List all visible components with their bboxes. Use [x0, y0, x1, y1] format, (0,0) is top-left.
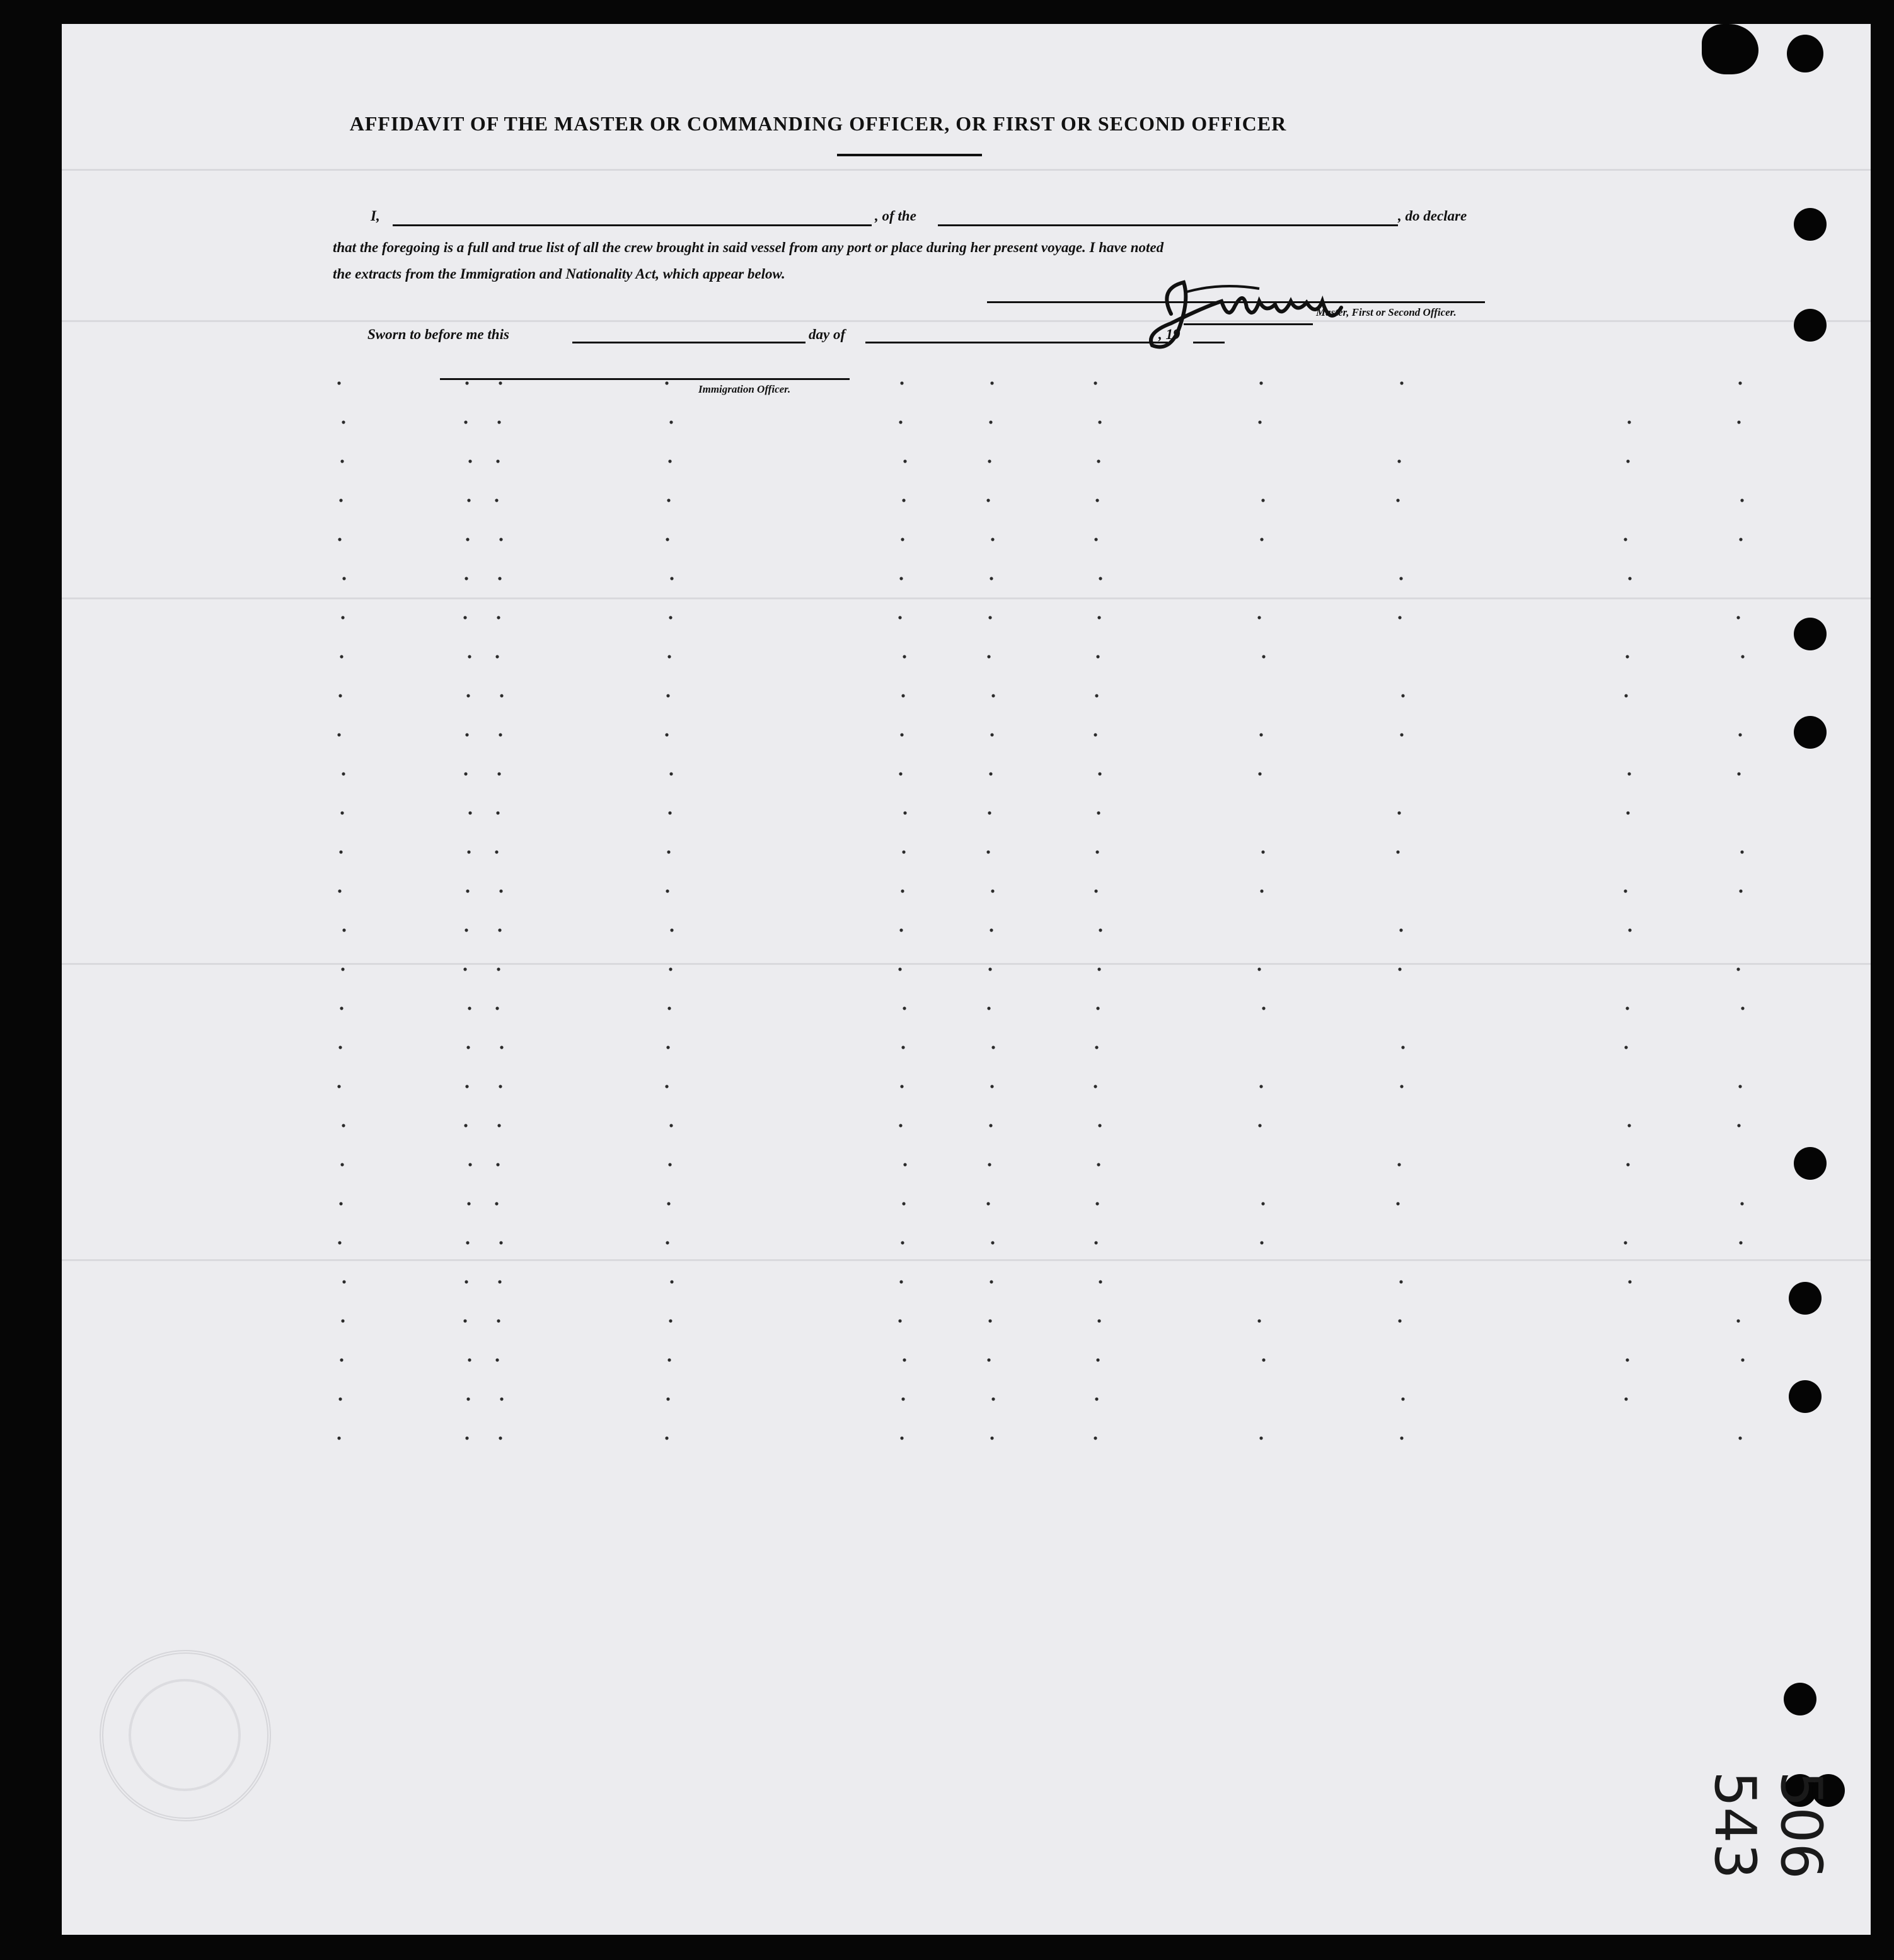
bleed-dot: [901, 694, 904, 697]
faint-seal: [100, 1650, 271, 1821]
bleed-dot: [340, 1358, 343, 1361]
bleed-dot: [1261, 499, 1264, 502]
bleed-dot: [1096, 1358, 1099, 1361]
bleed-dot: [1260, 1241, 1263, 1244]
bleed-dot: [900, 733, 903, 736]
bleed-dot: [988, 1163, 991, 1166]
bleed-dot: [1626, 459, 1629, 463]
bleed-dot: [467, 1202, 470, 1205]
bleed-dot: [1095, 1046, 1098, 1049]
bleed-dot: [340, 459, 344, 463]
declare-suffix: , do declare: [1398, 208, 1467, 224]
bleed-dot: [902, 499, 905, 502]
bleed-dot: [1398, 616, 1401, 619]
bleed-dot: [898, 1319, 901, 1322]
bleed-dot: [500, 1397, 503, 1400]
handwritten-number: 506 543: [1702, 1771, 1834, 1879]
bleed-dot: [1739, 538, 1742, 541]
bleed-dot: [340, 1006, 343, 1010]
bleed-dot: [500, 694, 503, 697]
bleed-dot: [989, 772, 992, 775]
sworn-year-prefix: , 19: [1158, 326, 1181, 342]
bleed-dot: [665, 733, 668, 736]
vessel-prefix: , of the: [875, 208, 916, 224]
bleed-dot: [1094, 733, 1097, 736]
bleed-dot: [466, 1397, 470, 1400]
bleed-dot: [342, 1124, 345, 1127]
bleed-dot: [666, 1241, 669, 1244]
bleed-dot: [667, 1358, 671, 1361]
bleed-dot: [340, 811, 344, 814]
bleed-dot: [466, 538, 469, 541]
bleed-dot: [337, 1436, 340, 1439]
bleed-dot: [666, 1397, 669, 1400]
bleed-dot: [670, 928, 673, 931]
bleed-dot: [337, 1085, 340, 1088]
bleed-dot: [467, 499, 470, 502]
bleed-dot: [337, 733, 340, 736]
punch-hole: [1789, 1282, 1822, 1315]
bleed-dot: [1098, 772, 1101, 775]
bleed-dot: [499, 538, 502, 541]
bleed-dot: [899, 1124, 902, 1127]
bleed-dot: [988, 967, 991, 971]
bleed-dot: [465, 1280, 468, 1283]
bleed-dot: [464, 1124, 467, 1127]
bleed-dot: [1626, 1163, 1629, 1166]
bleed-dot: [901, 1046, 904, 1049]
bleed-dot: [1736, 1319, 1740, 1322]
bleed-dot: [670, 577, 673, 580]
bleed-dot: [902, 1202, 905, 1205]
bleed-dot: [986, 499, 990, 502]
bleed-dot: [1625, 1006, 1629, 1010]
corner-ink-mark: [1702, 24, 1758, 74]
bleed-dot: [341, 1319, 344, 1322]
bleed-dot: [340, 1163, 344, 1166]
bleed-dot: [991, 1046, 995, 1049]
bleed-dot: [465, 928, 468, 931]
bleed-dot: [990, 381, 993, 384]
bleed-dot: [1099, 577, 1102, 580]
bleed-dot: [465, 1436, 468, 1439]
bleed-dot: [496, 459, 499, 463]
bleed-dot: [1261, 1202, 1264, 1205]
bleed-dot: [497, 1124, 500, 1127]
bleed-dot: [1399, 1280, 1402, 1283]
bleed-dot: [901, 889, 904, 892]
bleed-dot: [1400, 1085, 1403, 1088]
bleed-dot: [1737, 1124, 1740, 1127]
bleed-dot: [1097, 459, 1100, 463]
bleed-dot: [1740, 499, 1743, 502]
bleed-dot: [465, 733, 468, 736]
bleed-dot: [1624, 1046, 1627, 1049]
bleed-dot: [1095, 694, 1098, 697]
bleed-dot: [1737, 772, 1740, 775]
bleed-dot: [667, 499, 670, 502]
bleed-dot: [1094, 1241, 1097, 1244]
bleed-dot: [990, 1436, 993, 1439]
bleed-dot: [901, 1241, 904, 1244]
bleed-dot: [497, 772, 500, 775]
bleed-dot: [900, 381, 903, 384]
bleed-dot: [1259, 381, 1262, 384]
bleed-dot: [466, 1241, 469, 1244]
bleed-dot: [1736, 967, 1740, 971]
bleed-dot: [468, 1358, 471, 1361]
bleed-dot: [899, 928, 903, 931]
document-page: [62, 24, 1871, 1935]
punch-hole: [1794, 208, 1827, 241]
bleed-dot: [1627, 1124, 1631, 1127]
bleed-dot: [1400, 1436, 1403, 1439]
bleed-dot: [991, 1397, 995, 1400]
bleed-dot: [499, 1085, 502, 1088]
bleed-dot: [666, 889, 669, 892]
bleed-dot: [988, 1319, 991, 1322]
bleed-dot: [990, 733, 993, 736]
bleed-dot: [1625, 1358, 1629, 1361]
bleed-dot: [466, 1046, 470, 1049]
bleed-dot: [667, 655, 671, 658]
bleed-dot: [665, 1436, 668, 1439]
bleed-dot: [1096, 655, 1099, 658]
bleed-dot: [1627, 420, 1631, 424]
bleed-dot: [1095, 1397, 1098, 1400]
bleed-dot: [990, 928, 993, 931]
bleed-dot: [989, 420, 992, 424]
bleed-dot: [991, 1241, 994, 1244]
bleed-dot: [1401, 1397, 1404, 1400]
bleed-dot: [338, 1397, 342, 1400]
document-title: AFFIDAVIT OF THE MASTER OR COMMANDING OFFICER, OR FIRST OR SECOND OFFICER: [349, 112, 1287, 135]
bleed-dot: [987, 1358, 990, 1361]
bleed-dot: [1259, 1436, 1262, 1439]
bleed-dot: [465, 577, 468, 580]
bleed-dot: [669, 420, 673, 424]
bleed-dot: [899, 772, 902, 775]
bleed-dot: [1097, 967, 1100, 971]
bleed-dot: [342, 1280, 345, 1283]
bleed-dot: [341, 616, 344, 619]
bleed-dot: [1095, 499, 1099, 502]
bleed-dot: [1095, 1202, 1099, 1205]
bleed-dot: [499, 381, 502, 384]
bleed-dot: [1257, 616, 1261, 619]
bleed-dot: [495, 850, 498, 853]
bleed-dot: [465, 1085, 468, 1088]
bleed-dot: [1398, 1319, 1401, 1322]
bleed-dot: [1259, 733, 1262, 736]
bleed-dot: [1624, 694, 1627, 697]
bleed-dot: [466, 694, 470, 697]
bleed-dot: [1257, 1319, 1261, 1322]
bleed-dot: [463, 1319, 466, 1322]
bleed-dot: [498, 1280, 501, 1283]
bleed-dot: [1397, 459, 1400, 463]
bleed-dot: [1094, 538, 1097, 541]
bleed-dot: [1396, 1202, 1399, 1205]
bleed-dot: [463, 967, 466, 971]
bleed-dot: [898, 967, 901, 971]
bleed-dot: [500, 1046, 503, 1049]
bleed-dot: [1094, 1436, 1097, 1439]
bleed-dot: [670, 1280, 673, 1283]
bleed-dot: [1095, 850, 1099, 853]
bleed-dot: [1625, 655, 1629, 658]
bleed-dot: [1258, 420, 1261, 424]
bleed-dot: [1741, 1006, 1744, 1010]
bleed-dot: [1741, 655, 1744, 658]
bleed-dot: [1097, 1163, 1100, 1166]
bleed-dot: [986, 850, 990, 853]
bleed-dot: [1094, 1085, 1097, 1088]
bleed-dot: [495, 1006, 499, 1010]
bleed-dot: [342, 577, 345, 580]
bleed-dot: [463, 616, 466, 619]
bleed-dot: [1396, 499, 1399, 502]
bleed-dot: [900, 1436, 903, 1439]
bleed-dot: [1401, 694, 1404, 697]
bleed-dot: [339, 1202, 342, 1205]
bleed-dot: [1626, 811, 1629, 814]
bleed-dot: [903, 1006, 906, 1010]
bleed-dot: [1257, 967, 1261, 971]
declarant-prefix: I,: [371, 208, 380, 224]
bleed-dot: [1262, 655, 1265, 658]
bleed-dot: [990, 1085, 993, 1088]
bleed-dot: [668, 811, 671, 814]
bleed-dot: [1097, 616, 1100, 619]
bleed-dot: [667, 850, 670, 853]
bleed-dot: [1259, 1085, 1262, 1088]
bleed-dot: [1397, 811, 1400, 814]
bleed-dot: [1738, 381, 1741, 384]
bleed-dot: [899, 420, 902, 424]
bleed-dot: [1094, 889, 1097, 892]
bleed-dot: [1098, 420, 1101, 424]
bleed-dot: [1097, 1319, 1100, 1322]
bleed-dot: [901, 1397, 904, 1400]
bleed-dot: [990, 577, 993, 580]
bleed-dot: [498, 577, 501, 580]
bleed-through-dots: [62, 24, 1871, 1935]
bleed-dot: [989, 1124, 992, 1127]
punch-hole: [1794, 1147, 1827, 1180]
bleed-dot: [498, 928, 501, 931]
bleed-dot: [464, 420, 467, 424]
bleed-dot: [669, 772, 673, 775]
bleed-dot: [1624, 538, 1627, 541]
bleed-dot: [899, 577, 903, 580]
bleed-dot: [902, 850, 905, 853]
bleed-dot: [340, 655, 343, 658]
bleed-dot: [1094, 381, 1097, 384]
bleed-dot: [468, 811, 471, 814]
bleed-dot: [988, 459, 991, 463]
signature-label: Master, First or Second Officer.: [1316, 306, 1457, 318]
bleed-dot: [1262, 1358, 1265, 1361]
bleed-dot: [468, 459, 471, 463]
bleed-dot: [1624, 1397, 1627, 1400]
punch-hole: [1784, 1683, 1816, 1715]
bleed-dot: [1260, 538, 1263, 541]
bleed-dot: [1261, 850, 1264, 853]
declaration-text-continued: the extracts from the Immigration and Nationality Act, which appear below.: [333, 266, 785, 282]
bleed-dot: [903, 655, 906, 658]
bleed-dot: [1097, 811, 1100, 814]
bleed-dot: [1399, 577, 1402, 580]
bleed-dot: [1399, 928, 1402, 931]
bleed-dot: [468, 1163, 471, 1166]
bleed-dot: [496, 811, 499, 814]
bleed-dot: [668, 459, 671, 463]
sworn-prefix: Sworn to before me this: [367, 326, 509, 342]
bleed-dot: [1099, 1280, 1102, 1283]
bleed-dot: [1260, 889, 1263, 892]
bleed-dot: [666, 1046, 669, 1049]
bleed-dot: [338, 1241, 341, 1244]
bleed-dot: [666, 538, 669, 541]
sworn-month-prefix: day of: [809, 326, 846, 342]
bleed-dot: [337, 381, 340, 384]
bleed-dot: [338, 1046, 342, 1049]
bleed-dot: [669, 1124, 673, 1127]
bleed-dot: [339, 499, 342, 502]
bleed-dot: [339, 850, 342, 853]
bleed-dot: [497, 420, 500, 424]
bleed-dot: [667, 1202, 670, 1205]
bleed-dot: [1400, 733, 1403, 736]
bleed-dot: [987, 655, 990, 658]
bleed-dot: [666, 694, 669, 697]
bleed-dot: [499, 733, 502, 736]
bleed-dot: [991, 694, 995, 697]
bleed-dot: [496, 1163, 499, 1166]
punch-hole: [1794, 309, 1827, 342]
bleed-dot: [665, 1085, 668, 1088]
punch-hole: [1794, 618, 1827, 650]
corner-ink-mark: [1787, 35, 1823, 72]
bleed-dot: [1096, 1006, 1099, 1010]
bleed-dot: [899, 1280, 903, 1283]
bleed-dot: [1738, 1436, 1741, 1439]
bleed-dot: [342, 772, 345, 775]
bleed-dot: [1740, 850, 1743, 853]
bleed-dot: [903, 459, 906, 463]
bleed-dot: [669, 1319, 672, 1322]
bleed-dot: [467, 850, 470, 853]
bleed-dot: [668, 1163, 671, 1166]
bleed-dot: [465, 381, 468, 384]
bleed-dot: [1258, 772, 1261, 775]
bleed-dot: [1396, 850, 1399, 853]
bleed-dot: [495, 655, 499, 658]
bleed-dot: [497, 1319, 500, 1322]
bleed-dot: [1397, 1163, 1400, 1166]
bleed-dot: [987, 1006, 990, 1010]
bleed-dot: [468, 1006, 471, 1010]
bleed-dot: [667, 1006, 671, 1010]
bleed-dot: [1401, 1046, 1404, 1049]
bleed-dot: [986, 1202, 990, 1205]
bleed-dot: [497, 967, 500, 971]
bleed-dot: [665, 381, 668, 384]
bleed-dot: [342, 420, 345, 424]
bleed-dot: [903, 1163, 906, 1166]
bleed-dot: [1736, 616, 1740, 619]
bleed-dot: [1262, 1006, 1265, 1010]
punch-hole: [1789, 1380, 1822, 1413]
bleed-dot: [903, 811, 906, 814]
bleed-dot: [1737, 420, 1740, 424]
bleed-dot: [898, 616, 901, 619]
bleed-dot: [1398, 967, 1401, 971]
immigration-officer-label: Immigration Officer.: [698, 383, 791, 395]
bleed-dot: [1740, 1202, 1743, 1205]
bleed-dot: [499, 1436, 502, 1439]
bleed-dot: [497, 616, 500, 619]
bleed-dot: [903, 1358, 906, 1361]
bleed-dot: [990, 1280, 993, 1283]
bleed-dot: [466, 889, 469, 892]
bleed-dot: [1624, 889, 1627, 892]
bleed-dot: [1098, 1124, 1101, 1127]
bleed-dot: [499, 1241, 502, 1244]
bleed-dot: [468, 655, 471, 658]
bleed-dot: [669, 616, 672, 619]
bleed-dot: [1628, 577, 1631, 580]
bleed-dot: [1624, 1241, 1627, 1244]
bleed-dot: [1627, 772, 1631, 775]
bleed-dot: [1738, 733, 1741, 736]
bleed-dot: [338, 694, 342, 697]
bleed-dot: [338, 889, 341, 892]
punch-hole: [1794, 716, 1827, 749]
bleed-dot: [338, 538, 341, 541]
bleed-dot: [991, 538, 994, 541]
bleed-dot: [1739, 889, 1742, 892]
bleed-dot: [1738, 1085, 1741, 1088]
bleed-dot: [988, 811, 991, 814]
bleed-dot: [341, 967, 344, 971]
bleed-dot: [901, 538, 904, 541]
bleed-dot: [1739, 1241, 1742, 1244]
bleed-dot: [988, 616, 991, 619]
bleed-dot: [1628, 1280, 1631, 1283]
bleed-dot: [495, 1202, 498, 1205]
bleed-dot: [495, 499, 498, 502]
bleed-dot: [342, 928, 345, 931]
bleed-dot: [1258, 1124, 1261, 1127]
bleed-dot: [900, 1085, 903, 1088]
bleed-dot: [495, 1358, 499, 1361]
bleed-dot: [1628, 928, 1631, 931]
bleed-dot: [991, 889, 994, 892]
bleed-dot: [1741, 1358, 1744, 1361]
bleed-dot: [669, 967, 672, 971]
bleed-dot: [1400, 381, 1403, 384]
bleed-dot: [464, 772, 467, 775]
bleed-dot: [499, 889, 502, 892]
declaration-text: that the foregoing is a full and true list of all the crew brought in said vessel from any port or place during her present voyage. I have noted: [333, 239, 1164, 255]
bleed-dot: [1099, 928, 1102, 931]
